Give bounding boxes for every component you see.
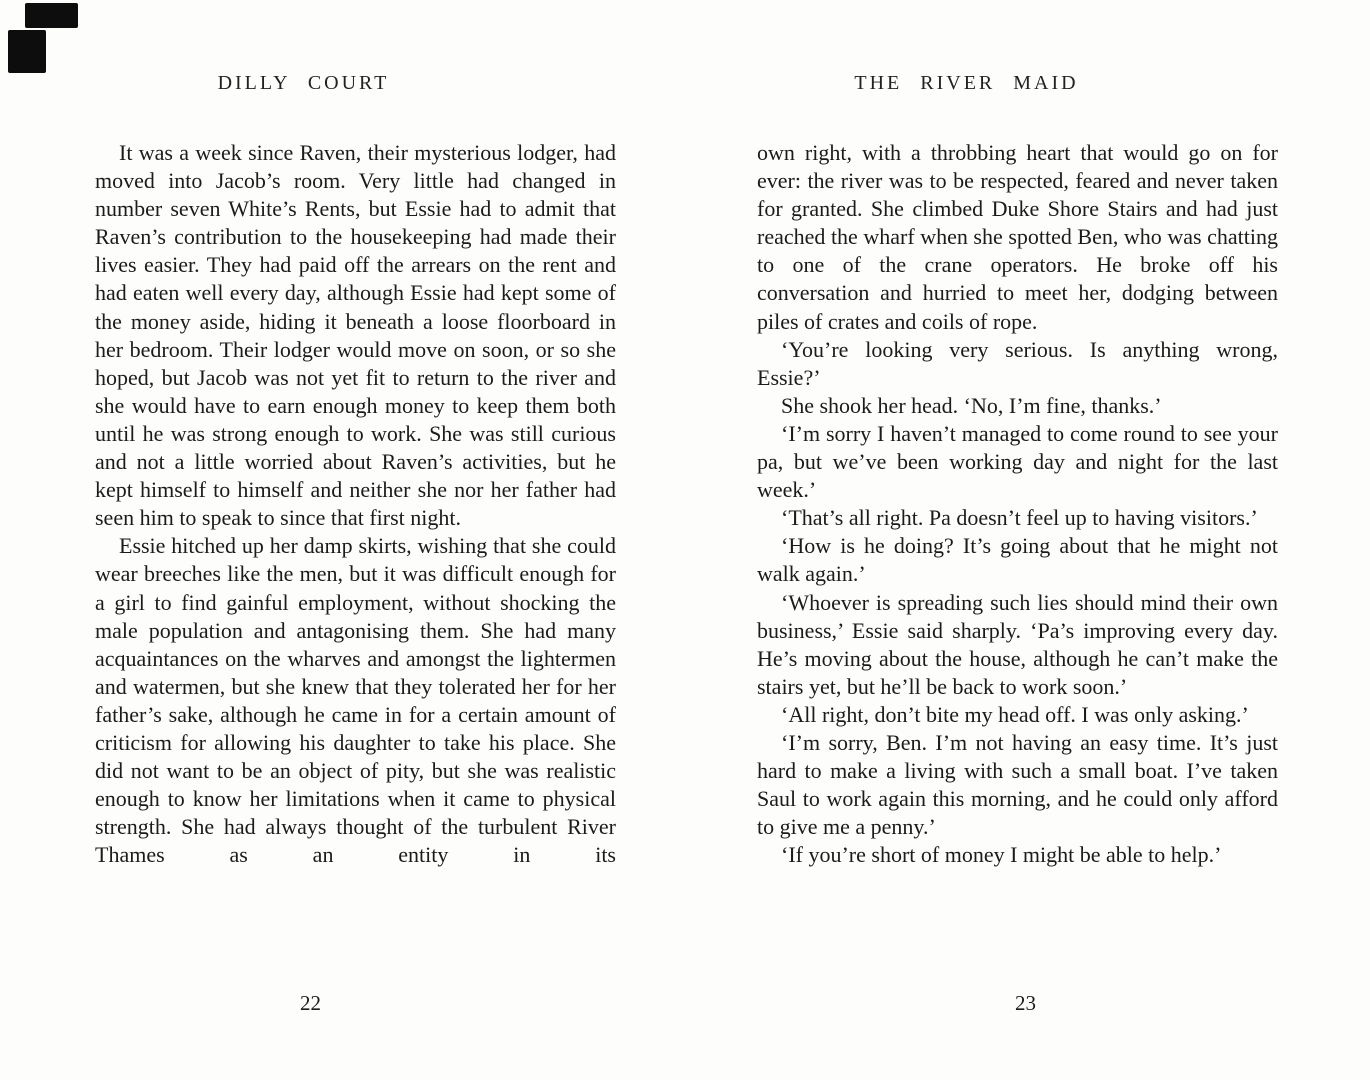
paragraph: own right, with a throbbing heart that would go on for ever: the river was to be respected, feared and never taken for granted. She climbed Duke Shore Stairs and had just reached the wharf when she spotted Ben, who was chatting to one of the crane operators. He broke off his conversation and hurried to meet her, dodging between piles of crates and coils of rope. [757, 140, 1278, 334]
page-number: 23 [1015, 991, 1036, 1015]
running-header-title: THE RIVER MAID [854, 72, 1079, 94]
paragraph: ‘I’m sorry I haven’t managed to come round to see your pa, but we’ve been working day and night for the last week.’ [757, 420, 1278, 503]
paragraph: She shook her head. ‘No, I’m fine, thanks.’ [781, 392, 1162, 418]
paragraph: ‘That’s all right. Pa doesn’t feel up to having visitors.’ [781, 505, 1258, 531]
body-text [757, 139, 1278, 869]
paragraph: ‘All right, don’t bite my head off. I was only asking.’ [781, 701, 1249, 727]
running-header-author: DILLY COURT [217, 72, 390, 94]
paragraph: ‘How is he doing? It’s going about that he might not walk again.’ [757, 533, 1278, 587]
paragraph: ‘Whoever is spreading such lies should mind their own business,’ Essie said sharply. ‘Pa’s improving every day. He’s moving about the house, although he can’t make the stairs yet, but he’ll be back to work soon.’ [757, 589, 1278, 699]
book-page-right [685, 0, 1370, 1080]
paragraph: ‘If you’re short of money I might be able to help.’ [781, 842, 1222, 868]
paragraph: ‘You’re looking very serious. Is anything wrong, Essie?’ [757, 336, 1278, 390]
page-number: 22 [300, 991, 321, 1015]
paragraph: ‘I’m sorry, Ben. I’m not having an easy time. It’s just hard to make a living with such a small boat. I’ve taken Saul to work again this morning, and he could only afford to give me a penny.’ [757, 729, 1278, 840]
paragraph: It was a week since Raven, their mysterious lodger, had moved into Jacob’s room. Very little had changed in number seven White’s Rents, but Essie had to admit that Raven’s contribution to the housekeeping had made their lives easier. They had paid off the arrears on the rent and had eaten well every day, although Essie had kept some of the money aside, hiding it beneath a loose floorboard in her bedroom. Their lodger would move on soon, or so she hoped, but Jacob was not yet fit to return to the river and she would have to earn enough money to keep them both until he was strong enough to work. She was still curious and not a little worried about Raven’s activities, but he kept himself to himself and neither she nor her father had seen him to speak to since that first night. [95, 140, 616, 531]
body-text [95, 139, 616, 869]
paragraph: Essie hitched up her damp skirts, wishing that she could wear breeches like the men, but it was difficult enough for a girl to find gainful employment, without shocking the male population and antagonising them. She had many acquaintances on the wharves and amongst the lightermen and watermen, but she knew that they tolerated her for her father’s sake, although he came in for a certain amount of criticism for allowing his daughter to take his place. She did not want to be an object of pity, but she was realistic enough to know her limitations when it came to physical strength. She had always thought of the turbulent River Thames as an entity in its [95, 533, 616, 868]
